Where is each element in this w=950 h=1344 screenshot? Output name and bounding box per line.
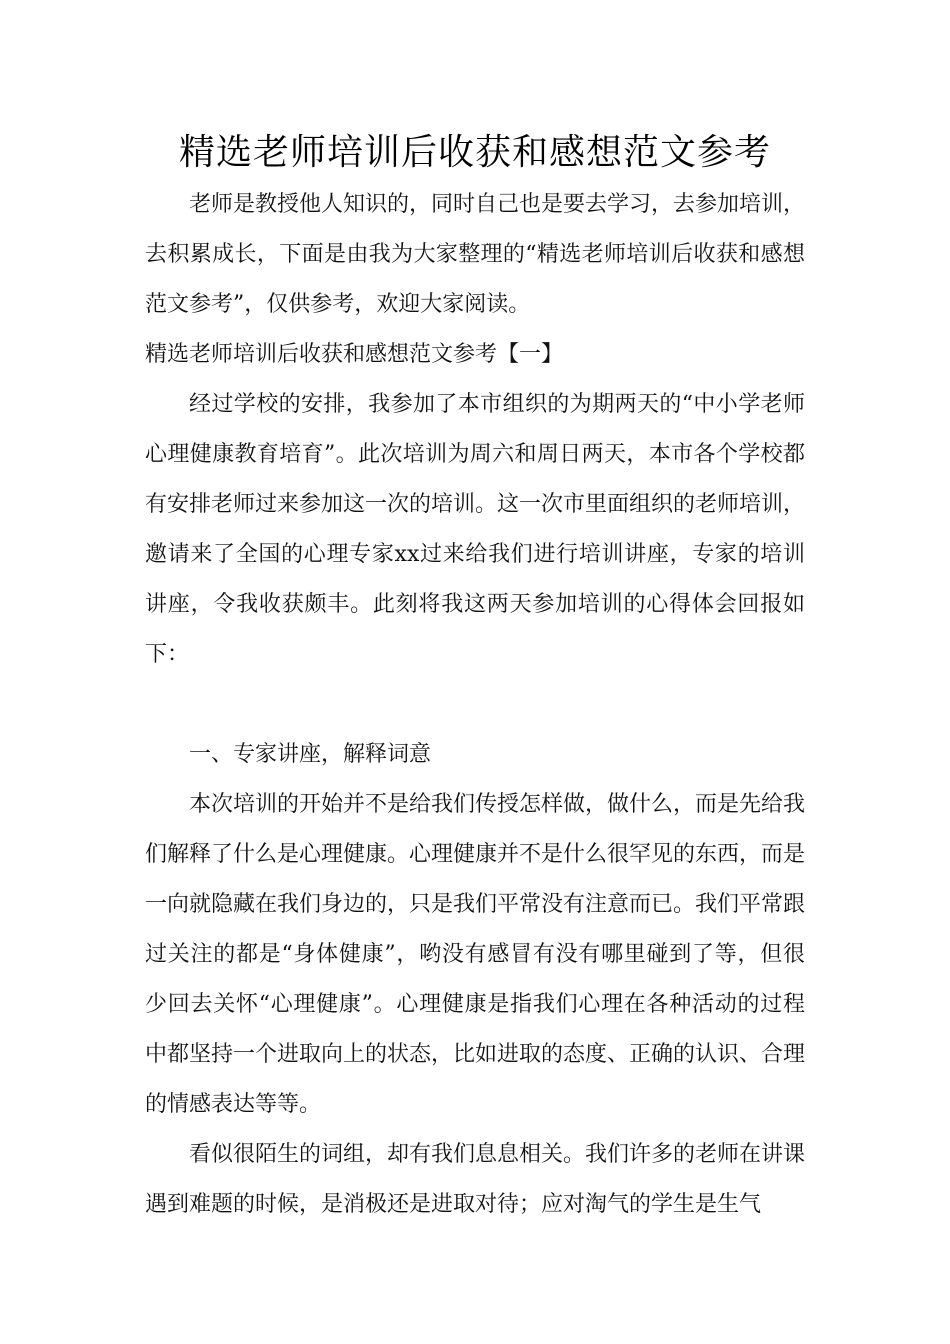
- body-paragraph: 经过学校的安排，我参加了本市组织的为期两天的“中小学老师心理健康教育培育”。此次培训为周六和周日两天，本市各个学校都有安排老师过来参加这一次的培训。这一次市里面组织的老师培训，邀请来了全国的心理专家xx过来给我们进行培训讲座，专家的培训讲座，令我收获颇丰。此刻将我这两天参加培训的心得体会回报如下：: [145, 392, 806, 667]
- section-heading: 精选老师培训后收获和感想范文参考【一】: [145, 342, 564, 367]
- document-title: 精选老师培训后收获和感想范文参考: [178, 132, 771, 173]
- body-paragraph: 看似很陌生的词组，却有我们息息相关。我们许多的老师在讲课遇到难题的时候，是消极还是进取对待；应对淘气的学生是生气: [145, 1142, 806, 1217]
- body-paragraph: 本次培训的开始并不是给我们传授怎样做，做什么，而是先给我们解释了什么是心理健康。心理健康并不是什么很罕见的东西，而是一向就隐藏在我们身边的，只是我们平常没有注意而已。我们平常跟过关注的都是“身体健康”，哟没有感冒有没有哪里碰到了等，但很少回去关怀“心理健康”。心理健康是指我们心理在各种活动的过程中都坚持一个进取向上的状态，比如进取的态度、正确的认识、合理的情感表达等等。: [145, 792, 806, 1117]
- intro-paragraph: 老师是教授他人知识的，同时自己也是要去学习，去参加培训，去积累成长，下面是由我为大家整理的“精选老师培训后收获和感想范文参考”，仅供参考，欢迎大家阅读。: [145, 192, 806, 317]
- subheading: 一、专家讲座，解释词意: [189, 742, 432, 767]
- document-body: [145, 180, 805, 1230]
- blank-line: [145, 680, 805, 730]
